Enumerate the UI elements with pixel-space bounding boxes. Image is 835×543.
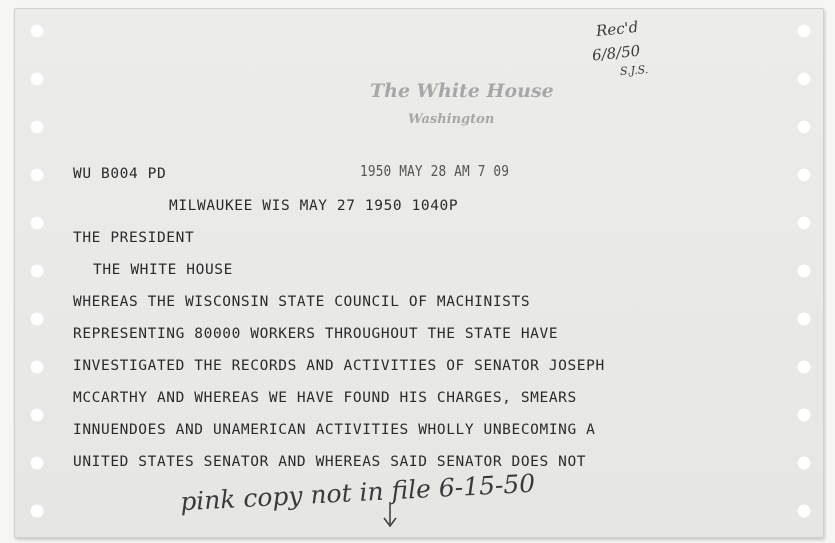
received-annotation-line2: 6/8/50 [591, 41, 642, 65]
right-feed-hole [797, 504, 811, 518]
white-house-stamp-subtitle: Washington [408, 112, 495, 127]
right-feed-hole [797, 408, 811, 422]
body-line: MCCARTHY AND WHEREAS WE HAVE FOUND HIS CHARGES, SMEARS [73, 390, 577, 406]
received-time-stamp: 1950 MAY 28 AM 7 09 [360, 162, 510, 180]
down-arrow-icon [380, 500, 400, 530]
left-feed-hole [30, 72, 44, 86]
right-feed-hole [797, 24, 811, 38]
right-feed-hole [797, 312, 811, 326]
handwritten-file-note: pink copy not in file 6-15-50 [179, 468, 536, 517]
right-feed-hole [797, 72, 811, 86]
received-annotation-line3: S.J.S. [619, 63, 649, 78]
right-feed-hole [797, 264, 811, 278]
left-feed-hole [30, 216, 44, 230]
addressee: THE PRESIDENT [73, 230, 195, 246]
body-line: UNITED STATES SENATOR AND WHEREAS SAID SENATOR DOES NOT [73, 454, 587, 470]
left-feed-hole [30, 264, 44, 278]
address: THE WHITE HOUSE [93, 262, 233, 278]
body-line: REPRESENTING 80000 WORKERS THROUGHOUT THE STATE HAVE [73, 326, 559, 342]
body-line: INNUENDOES AND UNAMERICAN ACTIVITIES WHOLLY UNBECOMING A [73, 422, 596, 438]
right-feed-hole [797, 456, 811, 470]
left-feed-hole [30, 312, 44, 326]
left-feed-hole [30, 456, 44, 470]
right-feed-hole [797, 360, 811, 374]
right-feed-hole [797, 120, 811, 134]
left-feed-hole [30, 120, 44, 134]
telegram-code: WU B004 PD [73, 166, 167, 182]
body-line: INVESTIGATED THE RECORDS AND ACTIVITIES OF SENATOR JOSEPH [73, 358, 605, 374]
left-feed-hole [30, 360, 44, 374]
left-feed-hole [30, 24, 44, 38]
received-annotation-line1: Rec'd [595, 17, 640, 41]
left-feed-hole [30, 408, 44, 422]
body-line: WHEREAS THE WISCONSIN STATE COUNCIL OF MACHINISTS [73, 294, 531, 310]
left-feed-hole [30, 168, 44, 182]
right-feed-hole [797, 216, 811, 230]
right-feed-hole [797, 168, 811, 182]
left-feed-hole [30, 504, 44, 518]
white-house-stamp-title: The White House [370, 80, 554, 102]
origin-line: MILWAUKEE WIS MAY 27 1950 1040P [169, 198, 459, 214]
